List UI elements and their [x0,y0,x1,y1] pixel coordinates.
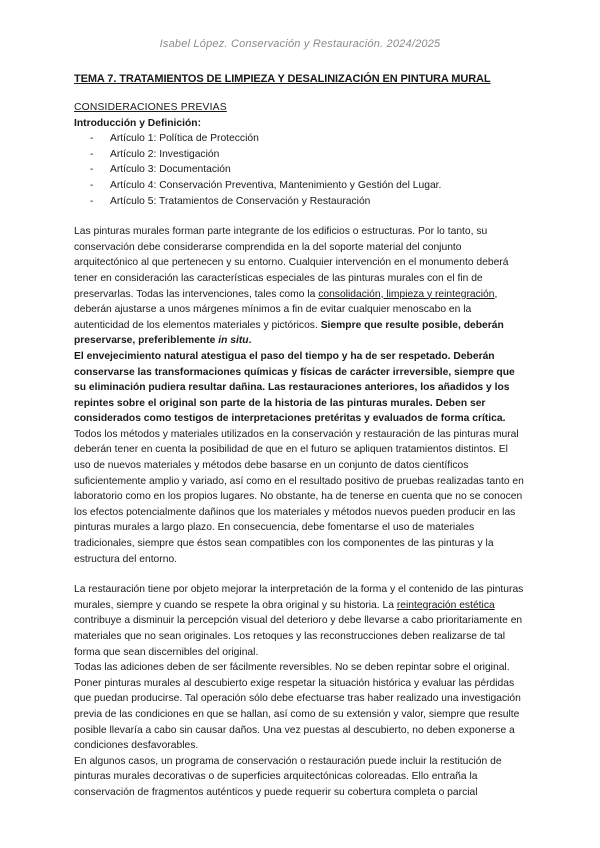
bold-italic-text: in situ [218,335,249,347]
paragraph-1 [74,224,526,349]
text-run: La restauración tiene por objeto mejorar la interpretación de la forma y el contenido de las pinturas murales, siempre y cuando se respete la obra original y su historia. La [74,584,524,611]
bold-text: . [248,335,252,347]
list-item: - Artículo 1: Política de Protección [90,131,526,147]
bold-text: Siempre que resulte posible, deberán preservarse, preferiblemente [74,319,504,347]
document-body [74,100,526,801]
text-run: Las pinturas murales forman parte integrante de los edificios o estructuras. Por lo tanto, su conservación debe considerarse comprendida en la del soporte material del conjunto arquitectónico al que pertenecen y su entorno. Cualquier intervención en el monumento deberá tener en consideración las características especiales de las pinturas murales con el fin de preservarlas. Todas las intervenciones, tales como la [74,226,509,300]
articles-list [74,131,526,209]
paragraph-4: Todas las adiciones deben de ser fácilmente reversibles. No se deben repintar sobre el original. [74,662,510,674]
page-header: Isabel López. Conservación y Restauración. 2024/2025 [159,38,441,50]
subheading: Introducción y Definición: [74,117,201,129]
paragraph-2 [74,349,526,567]
paragraph-5: Poner pinturas murales al descubierto exige respetar la situación histórica y evaluar las pérdidas que puedan producirse. Tal operación sólo debe efectuarse tras haber realizado una investigación previa de las condiciones en que se hallan, así como de su extensión y valor, siempre que resulte posible llevaría a cabo sin causar daños. Una vez puestas al descubierto, no deben exponerse a condiciones desfavorables. [74,677,521,752]
text-run: Todos los métodos y materiales utilizados en la conservación y restauración de las pinturas mural deberán tener en cuenta la posibilidad de que en el futuro se apliquen tratamientos distintos. El uso de nuevos materiales y métodos debe basarse en un conjunto de datos científicos suficientemente amplio y variado, así como en el resultado positivo de pruebas realizadas tanto en laboratorio como en los propios lugares. No obstante, ha de tenerse en cuenta que no se conocen los efectos potencialmente dañinos que los materiales y métodos nuevos pueden producir en las pinturas murales a largo plazo. En consecuencia, debe fomentarse el uso de materiales tradicionales, siempre que éstos sean compatibles con los componentes de las pinturas y la estructura del entorno. [74,428,524,565]
bold-text: El envejecimiento natural atestigua el paso del tiempo y ha de ser respetado. Deberán conservarse las transformaciones químicas y físicas de carácter irreversible, siempre que su eliminación pudiera resultar dañina. Las restauraciones anteriores, los añadidos y los repintes sobre el original son parte de la historia de las pinturas murales. Deben ser considerados como testigos de interpretaciones pretéritas y evaluados de forma crítica. [74,350,515,425]
underlined-text: reintegración estética [396,599,495,611]
paragraph-6: En algunos casos, un programa de conservación o restauración puede incluir la restitución de pinturas murales decorativas o de superficies arquitectónicas coloreadas. Ello entraña la conservación de fragmentos auténticos y puede requerir su cobertura completa o parcial [74,755,502,798]
list-item: - Artículo 4: Conservación Preventiva, Mantenimiento y Gestión del Lugar. [90,178,526,194]
text-run: contribuye a disminuir la percepción visual del deterioro y debe llevarse a cabo prioritariamente en materiales que no sean originales. Los retoques y las reconstrucciones deben realizarse de tal forma que sean discernibles del original. [74,615,523,658]
list-item: - Artículo 5: Tratamientos de Conservación y Restauración [90,194,526,210]
spacer [74,209,526,224]
text-run: , deberán ajustarse a unos márgenes mínimos a fin de evitar cualquier menoscabo en la autenticidad de los elementos materiales y pictóricos. [74,288,498,331]
list-item: - Artículo 2: Investigación [90,147,526,163]
page-title: TEMA 7. TRATAMIENTOS DE LIMPIEZA Y DESALINIZACIÓN EN PINTURA MURAL [74,73,491,85]
list-item: - Artículo 3: Documentación [90,162,526,178]
underlined-text: consolidación, limpieza y reintegración [318,288,495,300]
paragraph-3 [74,582,526,660]
spacer [74,567,526,582]
section-heading: CONSIDERACIONES PREVIAS [74,102,227,113]
